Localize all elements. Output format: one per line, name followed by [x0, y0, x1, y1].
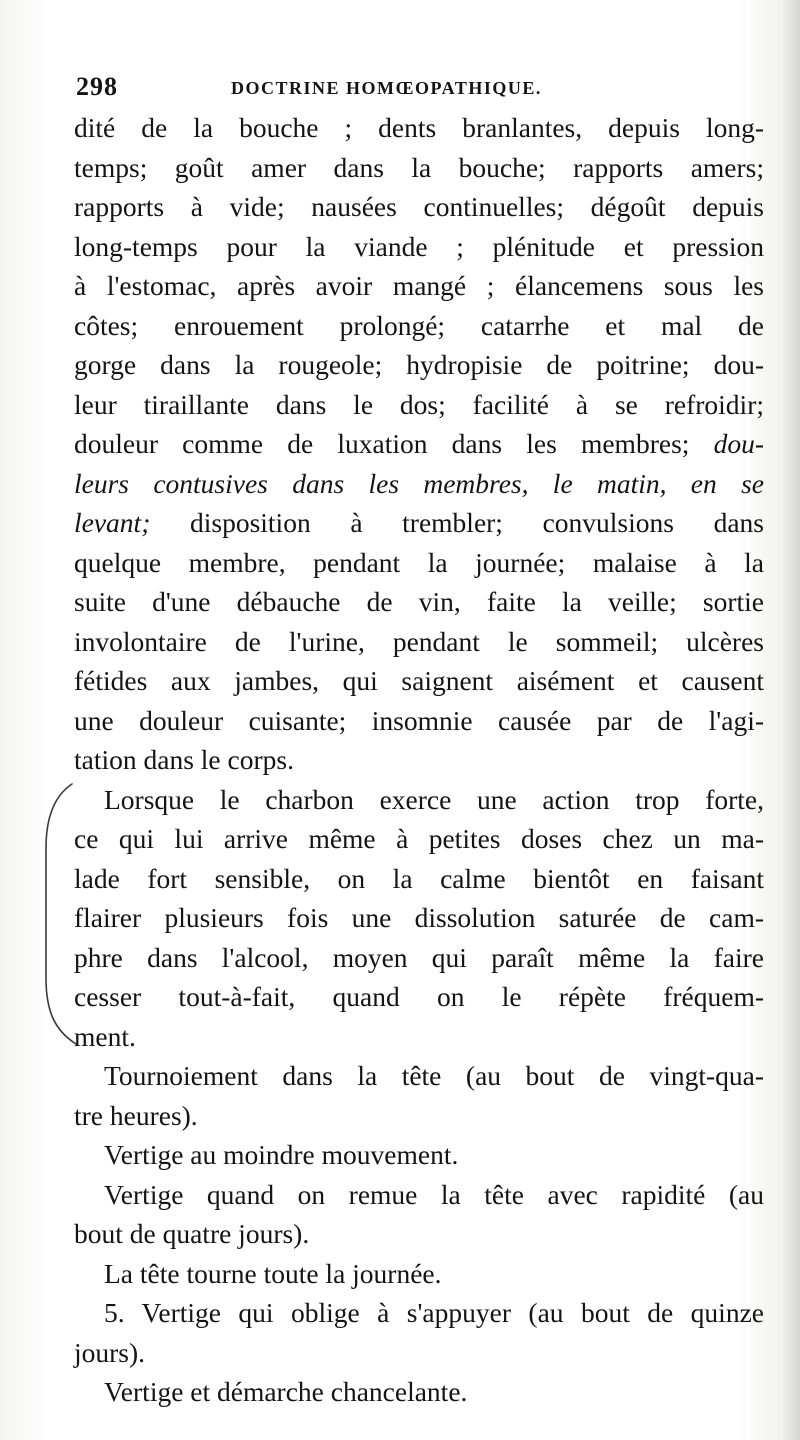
text-segment: une douleur cuisante; insomnie causée par de l'agi-	[74, 704, 764, 736]
text-segment: fétides aux jambes, qui saignent aisément et causent	[74, 665, 764, 696]
text-segment: dité de la bouche ; dents branlantes, depuis long-	[74, 112, 764, 143]
text-segment: 5. Vertige qui oblige à s'appuyer (au bout de quinze	[104, 1297, 764, 1328]
text-line	[74, 345, 764, 385]
text-segment: tation dans le corps.	[74, 744, 294, 775]
text-line	[74, 977, 764, 1017]
text-line	[74, 1293, 764, 1333]
text-segment: Lorsque le charbon exerce une action trop forte,	[104, 783, 764, 815]
text-segment: leur tiraillante dans le dos; facilité à se refroidir;	[74, 388, 764, 420]
text-line	[74, 898, 764, 938]
text-segment: quelque membre, pendant la journée; malaise à la	[74, 546, 764, 578]
text-line	[74, 622, 764, 662]
text-segment: jours).	[74, 1336, 146, 1368]
text-line	[74, 1175, 764, 1215]
text-segment: à l'estomac, après avoir mangé ; élancemens sous les	[74, 270, 764, 301]
text-segment: suite d'une débauche de vin, faite la veille; sortie	[74, 586, 764, 617]
text-line	[74, 1372, 764, 1412]
page-number: 298	[76, 72, 118, 101]
text-segment: temps; goût amer dans la bouche; rapports amers;	[74, 151, 764, 183]
text-line	[74, 464, 764, 504]
text-line	[74, 701, 764, 741]
text-line	[74, 1096, 764, 1136]
page-header	[76, 72, 766, 106]
text-segment: lade fort sensible, on la calme bientôt en faisant	[74, 862, 764, 894]
text-segment: Tournoiement dans la tête (au bout de vingt-qua-	[104, 1060, 764, 1091]
running-head: DOCTRINE HOMŒOPATHIQUE.	[231, 78, 542, 98]
text-segment: flairer plusieurs fois une dissolution saturée de cam-	[74, 902, 764, 933]
text-line	[74, 1214, 764, 1254]
text-segment: involontaire de l'urine, pendant le sommeil; ulcères	[74, 625, 764, 657]
text-line	[74, 227, 764, 267]
text-segment: gorge dans la rougeole; hydropisie de poitrine; dou-	[74, 349, 764, 380]
text-line	[74, 1135, 764, 1175]
italic-text: dou-	[713, 428, 764, 459]
italic-text: leurs contusives dans les membres, le matin, en se	[74, 467, 764, 499]
text-line	[74, 1017, 764, 1057]
body-text	[74, 108, 764, 1412]
text-segment: long-temps pour la viande ; plénitude et pression	[74, 230, 764, 262]
text-segment: Vertige au moindre mouvement.	[104, 1139, 459, 1170]
text-line	[74, 385, 764, 425]
text-segment: côtes; enrouement prolongé; catarrhe et mal de	[74, 309, 764, 341]
italic-text: levant;	[74, 507, 151, 538]
text-line	[74, 1056, 764, 1096]
text-line	[74, 306, 764, 346]
text-line	[74, 938, 764, 978]
text-segment: douleur comme de luxation dans les membres;	[74, 428, 714, 459]
text-line	[74, 187, 764, 227]
page-edge-shadow	[782, 0, 800, 1440]
text-line	[74, 819, 764, 859]
text-segment: La tête tourne toute la journée.	[104, 1257, 442, 1289]
text-segment: ce qui lui arrive même à petites doses chez un ma-	[74, 823, 764, 854]
text-segment: Vertige quand on remue la tête avec rapidité (au	[104, 1178, 764, 1210]
text-segment: phre dans l'alcool, moyen qui paraît même la faire	[74, 941, 764, 973]
text-line	[74, 148, 764, 188]
text-line	[74, 266, 764, 306]
text-line	[74, 582, 764, 622]
text-line	[74, 661, 764, 701]
text-line	[74, 859, 764, 899]
text-segment: disposition à trembler; convulsions dans	[150, 507, 764, 538]
text-line	[74, 543, 764, 583]
text-segment: tre heures).	[74, 1099, 198, 1131]
text-line	[74, 1254, 764, 1294]
text-line	[74, 780, 764, 820]
text-line	[74, 108, 764, 148]
text-line	[74, 424, 764, 464]
text-line	[74, 503, 764, 543]
text-segment: bout de quatre jours).	[74, 1218, 310, 1249]
text-segment: Vertige et démarche chancelante.	[104, 1376, 468, 1407]
text-line	[74, 1333, 764, 1373]
text-line	[74, 740, 764, 780]
text-segment: ment.	[74, 1020, 136, 1052]
text-segment: cesser tout-à-fait, quand on le répète fréquem-	[74, 981, 764, 1012]
text-segment: rapports à vide; nausées continuelles; dégoût depuis	[74, 191, 764, 222]
